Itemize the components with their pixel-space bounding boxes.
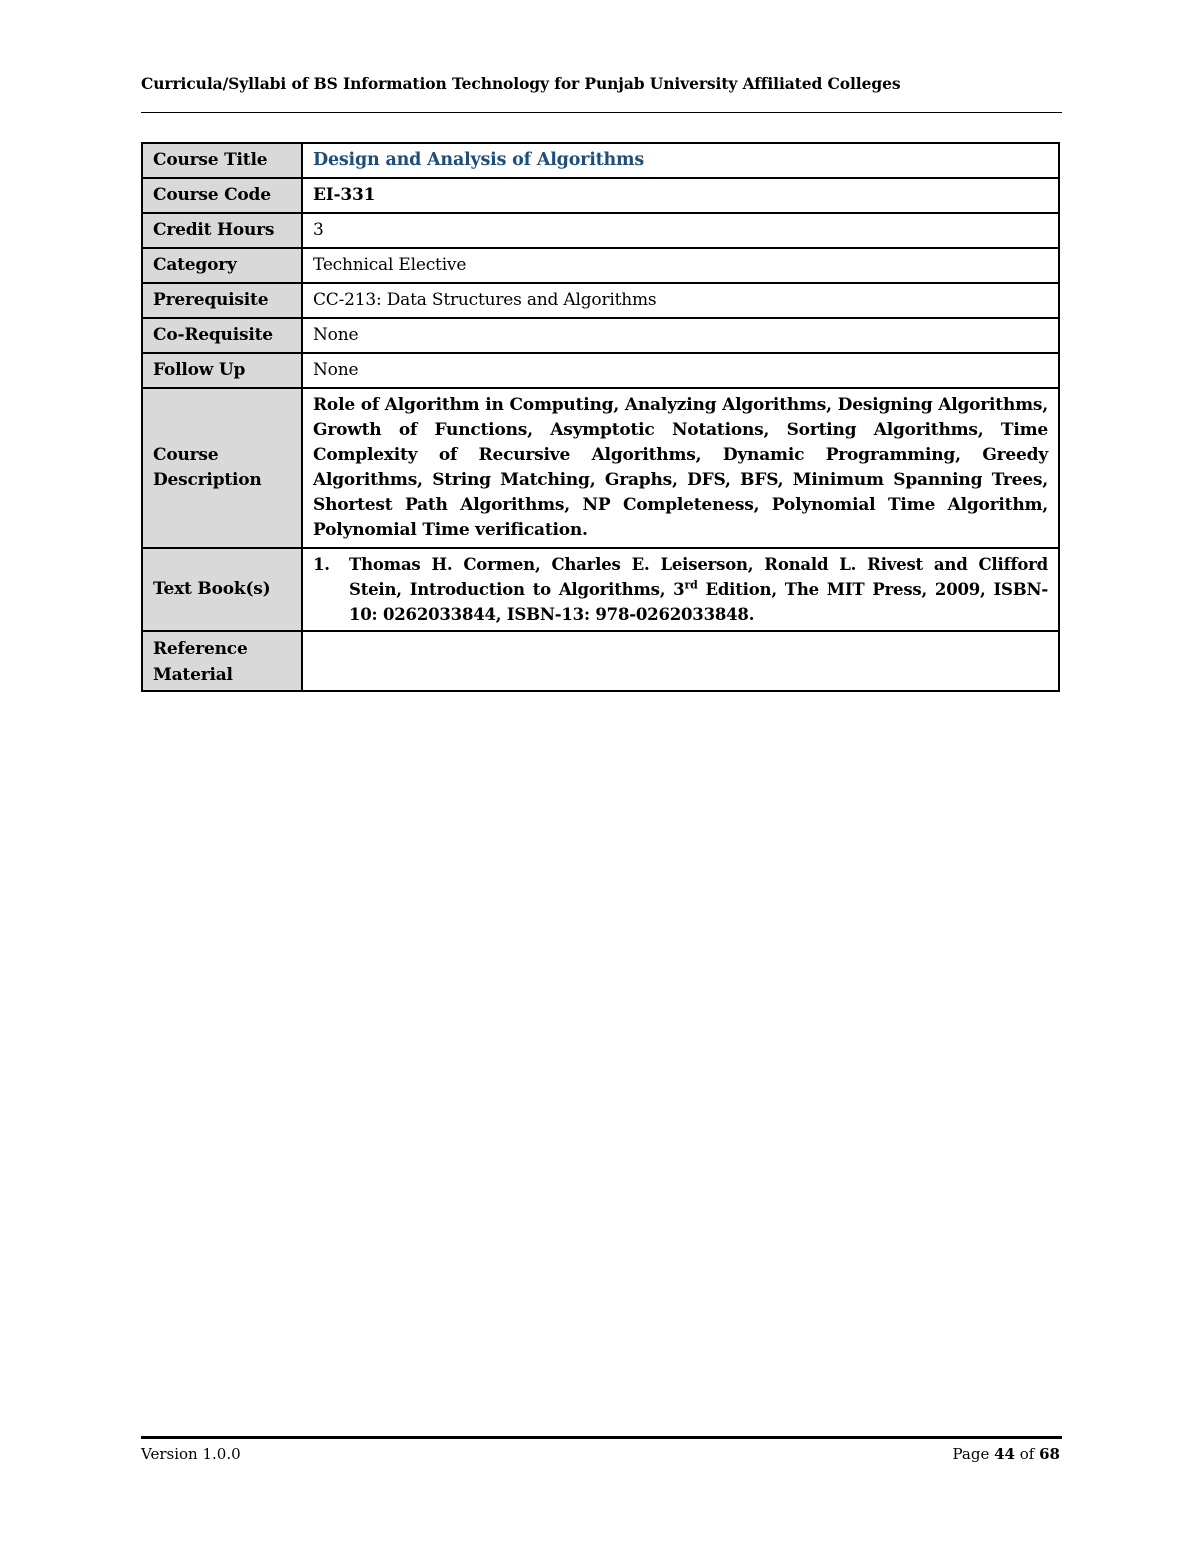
table-row: [142, 548, 1059, 631]
table-row: [142, 283, 1059, 318]
corequisite-value: None: [302, 318, 1059, 353]
text-books-cell: [302, 548, 1059, 631]
list-item: [313, 552, 1048, 627]
course-description-label: Course Description: [142, 388, 302, 548]
course-title-label: Course Title: [142, 143, 302, 178]
reference-material-label: Reference Material: [142, 631, 302, 691]
prerequisite-label: Prerequisite: [142, 283, 302, 318]
course-code-value: EI-331: [302, 178, 1059, 213]
book-citation-start: Thomas H. Cormen, Charles E. Leiserson, Ronald L. Rivest and Clifford Stein, Introduction to Algorithms, 3: [349, 555, 1048, 599]
follow-up-label: Follow Up: [142, 353, 302, 388]
table-row: [142, 353, 1059, 388]
book-number: 1.: [313, 555, 330, 574]
credit-hours-value: 3: [302, 213, 1059, 248]
course-code-label: Course Code: [142, 178, 302, 213]
header-title: Curricula/Syllabi of BS Information Technology for Punjab University Affiliated Colleges: [141, 74, 901, 93]
text-books-label: Text Book(s): [142, 548, 302, 631]
follow-up-value: None: [302, 353, 1059, 388]
page-number: [953, 1445, 1060, 1463]
book-edition-superscript: rd: [684, 578, 698, 592]
text-books-list: [313, 552, 1048, 627]
page-prefix: Page: [952, 1445, 995, 1463]
page-total: 68: [1039, 1445, 1060, 1463]
table-row: [142, 143, 1059, 178]
page-footer: [141, 1436, 1062, 1479]
page-header: [141, 72, 1062, 113]
table-row: [142, 213, 1059, 248]
course-title-cell: [302, 143, 1059, 178]
page-current: 44: [994, 1445, 1015, 1463]
table-row: [142, 178, 1059, 213]
page-of: of: [1015, 1445, 1040, 1463]
corequisite-label: Co-Requisite: [142, 318, 302, 353]
version-label: Version 1.0.0: [141, 1445, 241, 1463]
table-row: [142, 318, 1059, 353]
table-row: [142, 631, 1059, 691]
category-label: Category: [142, 248, 302, 283]
prerequisite-value: CC-213: Data Structures and Algorithms: [302, 283, 1059, 318]
book-citation: [349, 552, 1048, 627]
category-value: Technical Elective: [302, 248, 1059, 283]
reference-material-value: [302, 631, 1059, 691]
book-citation-end: Edition, The MIT Press, 2009, ISBN-10: 0262033844, ISBN-13: 978-0262033848.: [349, 580, 1048, 624]
course-title-value: Design and Analysis of Algorithms: [313, 150, 645, 170]
table-row: [142, 248, 1059, 283]
course-info-table: [141, 142, 1060, 692]
course-description-value: Role of Algorithm in Computing, Analyzing Algorithms, Designing Algorithms, Growth of Functions, Asymptotic Notations, Sorting Algorithms, Time Complexity of Recursive Algorithms, Dynamic Programming, Greedy Algorithms, String Matching, Graphs, DFS, BFS, Minimum Spanning Trees, Shortest Path Algorithms, NP Completeness, Polynomial Time Algorithm, Polynomial Time verification.: [302, 388, 1059, 548]
credit-hours-label: Credit Hours: [142, 213, 302, 248]
table-row: [142, 388, 1059, 548]
